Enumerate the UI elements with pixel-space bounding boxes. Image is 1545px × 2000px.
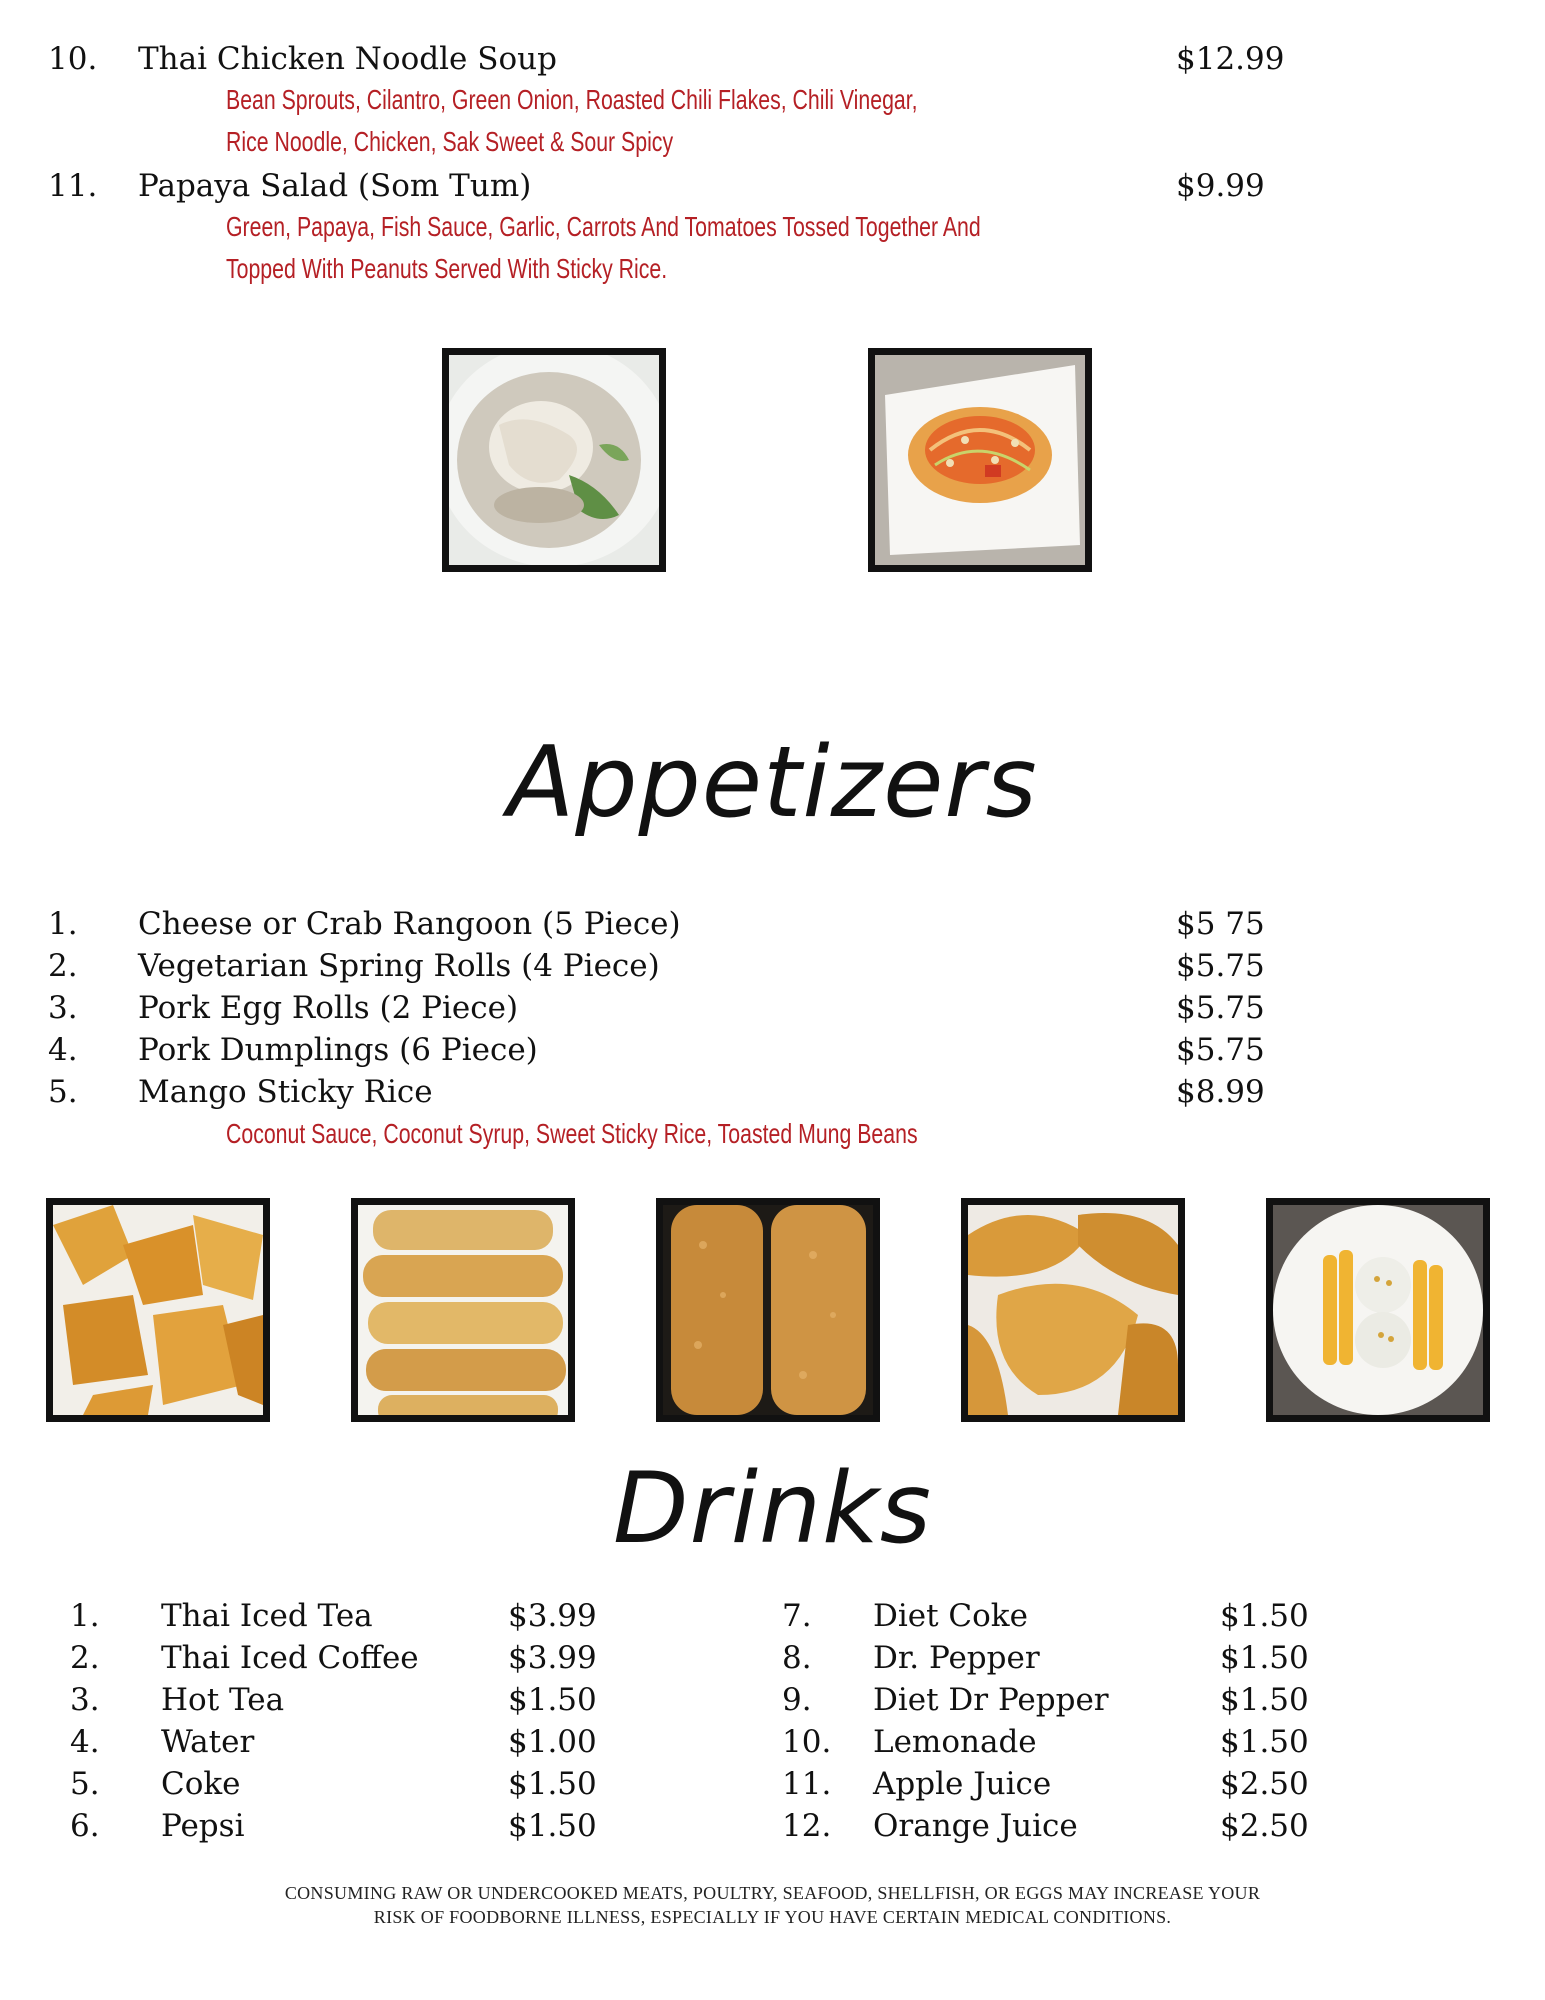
item-description-line: Bean Sprouts, Cilantro, Green Onion, Roasted Chili Flakes, Chili Vinegar, — [226, 84, 918, 115]
item-name: Papaya Salad (Som Tum) — [138, 168, 532, 204]
drink-price: $3.99 — [508, 1598, 597, 1634]
papaya-salad-photo — [868, 348, 1092, 572]
drink-number: 1. — [70, 1598, 100, 1634]
menu-item-egg-rolls — [0, 988, 1545, 1028]
item-number: 1. — [48, 906, 78, 942]
dumplings-photo — [961, 1198, 1185, 1422]
item-description-line: Green, Papaya, Fish Sauce, Garlic, Carrots And Tomatoes Tossed Together And — [226, 211, 981, 242]
drink-number: 5. — [70, 1766, 100, 1802]
menu-item-dumplings — [0, 1030, 1545, 1070]
drink-name: Pepsi — [161, 1808, 245, 1844]
drink-name: Dr. Pepper — [873, 1640, 1040, 1676]
appetizers-heading: Appetizers — [507, 726, 1038, 840]
drink-name: Orange Juice — [873, 1808, 1078, 1844]
item-number: 10. — [48, 41, 98, 77]
drink-name: Water — [161, 1724, 255, 1760]
menu-item-chicken-noodle-soup — [0, 39, 1545, 79]
menu-item-spring-rolls — [0, 946, 1545, 986]
drink-name: Lemonade — [873, 1724, 1037, 1760]
item-description-line: Rice Noodle, Chicken, Sak Sweet & Sour Spicy — [226, 126, 674, 157]
drink-price: $2.50 — [1220, 1808, 1309, 1844]
drink-price: $1.50 — [1220, 1640, 1309, 1676]
mango-sticky-rice-photo — [1266, 1198, 1490, 1422]
item-price: $5.75 — [1176, 948, 1265, 984]
drink-number: 8. — [782, 1640, 812, 1676]
drink-name: Diet Coke — [873, 1598, 1028, 1634]
drink-price: $1.50 — [508, 1808, 597, 1844]
item-price: $12.99 — [1176, 41, 1285, 77]
item-number: 11. — [48, 168, 98, 204]
drinks-heading: Drinks — [613, 1452, 932, 1566]
food-safety-disclaimer-line: RISK OF FOODBORNE ILLNESS, ESPECIALLY IF YOU HAVE CERTAIN MEDICAL CONDITIONS. — [373, 1907, 1172, 1927]
drink-price: $1.50 — [508, 1766, 597, 1802]
item-price: $5.75 — [1176, 990, 1265, 1026]
item-name: Vegetarian Spring Rolls (4 Piece) — [138, 948, 660, 984]
noodle-soup-photo — [442, 348, 666, 572]
item-price: $9.99 — [1176, 168, 1265, 204]
drink-number: 11. — [782, 1766, 832, 1802]
item-number: 5. — [48, 1074, 78, 1110]
item-price: $5.75 — [1176, 1032, 1265, 1068]
rangoon-photo — [46, 1198, 270, 1422]
drink-name: Apple Juice — [873, 1766, 1052, 1802]
drink-price: $1.50 — [1220, 1724, 1309, 1760]
drink-name: Thai Iced Tea — [161, 1598, 373, 1634]
drink-number: 3. — [70, 1682, 100, 1718]
drink-number: 4. — [70, 1724, 100, 1760]
drink-price: $1.50 — [1220, 1682, 1309, 1718]
drink-number: 6. — [70, 1808, 100, 1844]
drink-number: 9. — [782, 1682, 812, 1718]
drink-name: Coke — [161, 1766, 241, 1802]
menu-item-papaya-salad — [0, 166, 1545, 206]
drink-price: $2.50 — [1220, 1766, 1309, 1802]
item-number: 2. — [48, 948, 78, 984]
drink-price: $1.50 — [1220, 1598, 1309, 1634]
item-description-line: Coconut Sauce, Coconut Syrup, Sweet Sticky Rice, Toasted Mung Beans — [226, 1118, 918, 1149]
menu-item-rangoon — [0, 904, 1545, 944]
item-price: $8.99 — [1176, 1074, 1265, 1110]
menu-item-mango-sticky-rice — [0, 1072, 1545, 1112]
spring-rolls-photo — [351, 1198, 575, 1422]
drink-price: $1.00 — [508, 1724, 597, 1760]
item-name: Mango Sticky Rice — [138, 1074, 433, 1110]
drink-name: Hot Tea — [161, 1682, 285, 1718]
food-safety-disclaimer-line: CONSUMING RAW OR UNDERCOOKED MEATS, POULTRY, SEAFOOD, SHELLFISH, OR EGGS MAY INCREASE YOUR — [284, 1883, 1261, 1903]
drink-number: 7. — [782, 1598, 812, 1634]
item-number: 4. — [48, 1032, 78, 1068]
drink-number: 10. — [782, 1724, 832, 1760]
item-number: 3. — [48, 990, 78, 1026]
item-price: $5 75 — [1176, 906, 1265, 942]
item-name: Pork Egg Rolls (2 Piece) — [138, 990, 519, 1026]
item-description-line: Topped With Peanuts Served With Sticky Rice. — [226, 253, 668, 284]
item-name: Pork Dumplings (6 Piece) — [138, 1032, 538, 1068]
drink-name: Thai Iced Coffee — [161, 1640, 419, 1676]
drink-price: $3.99 — [508, 1640, 597, 1676]
drink-price: $1.50 — [508, 1682, 597, 1718]
drink-name: Diet Dr Pepper — [873, 1682, 1109, 1718]
egg-rolls-photo — [656, 1198, 880, 1422]
drink-number: 12. — [782, 1808, 832, 1844]
item-name: Cheese or Crab Rangoon (5 Piece) — [138, 906, 681, 942]
drink-number: 2. — [70, 1640, 100, 1676]
item-name: Thai Chicken Noodle Soup — [138, 41, 557, 77]
